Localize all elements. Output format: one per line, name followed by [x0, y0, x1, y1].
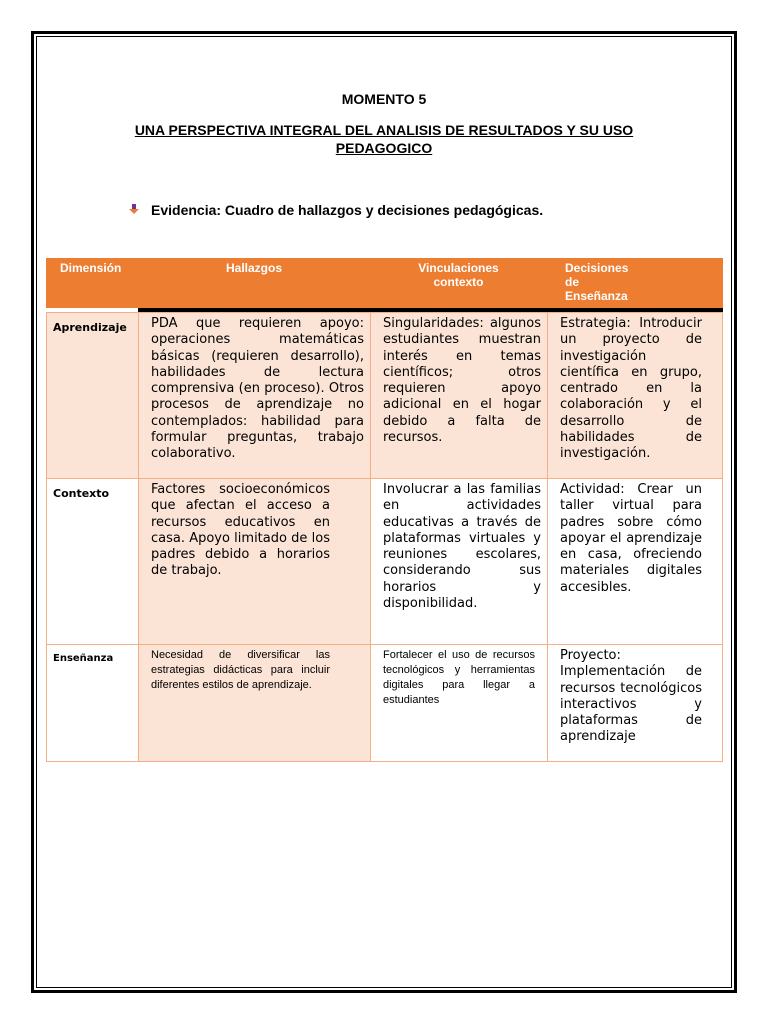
row-contexto-hallazgos: Factores socioeconómicos que afectan el acceso a recursos educativos en casa. Apoyo limitado de los padres debido a horarios de trabajo.	[138, 478, 371, 645]
header-vinculaciones: Vinculaciones contexto	[418, 261, 499, 289]
document-subtitle: UNA PERSPECTIVA INTEGRAL DEL ANALISIS DE RESULTADOS Y SU USO PEDAGOGICO	[134, 122, 634, 156]
row-contexto-decisiones: Actividad: Crear un taller virtual para padres sobre cómo apoyar el aprendizaje en casa, ofreciendo materiales digitales accesibles.	[547, 478, 723, 645]
row-ensenanza-decisiones: Proyecto: Implementación de recursos tecnológicos interactivos y plataformas de aprendizaje	[547, 644, 723, 762]
evidence-line	[127, 201, 687, 219]
row-ensenanza-vinculaciones: Fortalecer el uso de recursos tecnológicos y herramientas digitales para llegar a estudiantes	[370, 644, 548, 762]
header-decisiones: Decisiones de Enseñanza	[565, 261, 629, 303]
arrow-down-bullet-icon	[127, 202, 141, 216]
row-aprendizaje-hallazgos: PDA que requieren apoyo: operaciones matemáticas básicas (requieren desarrollo), habilidades de lectura comprensiva (en proceso). Otros procesos de aprendizaje no contemplados: habilidad para formular preguntas, trabajo colaborativo.	[138, 312, 371, 479]
row-contexto-vinculaciones: Involucrar a las familias en actividades educativas a través de plataformas virtuales y reuniones escolares, considerando sus horarios y disponibilidad.	[370, 478, 548, 645]
header-dimension: Dimensión	[60, 261, 122, 275]
row-aprendizaje-vinculaciones: Singularidades: algunos estudiantes muestran interés en temas científicos; otros requieren apoyo adicional en el hogar debido a falta de recursos.	[370, 312, 548, 479]
header-hallazgos: Hallazgos	[225, 261, 282, 275]
row-ensenanza-dimension: Enseñanza	[46, 644, 139, 762]
row-contexto-dimension: Contexto	[46, 478, 139, 645]
evidence-text: Evidencia: Cuadro de hallazgos y decisiones pedagógicas.	[151, 202, 544, 218]
row-aprendizaje-decisiones: Estrategia: Introducir un proyecto de investigación científica en grupo, centrado en la colaboración y el desarrollo de habilidades de investigación.	[547, 312, 723, 479]
findings-table	[46, 258, 723, 762]
row-ensenanza-hallazgos: Necesidad de diversificar las estrategias didácticas para incluir diferentes estilos de aprendizaje.	[138, 644, 371, 762]
row-aprendizaje-dimension: Aprendizaje	[46, 312, 139, 479]
document-title: MOMENTO 5	[341, 91, 427, 107]
